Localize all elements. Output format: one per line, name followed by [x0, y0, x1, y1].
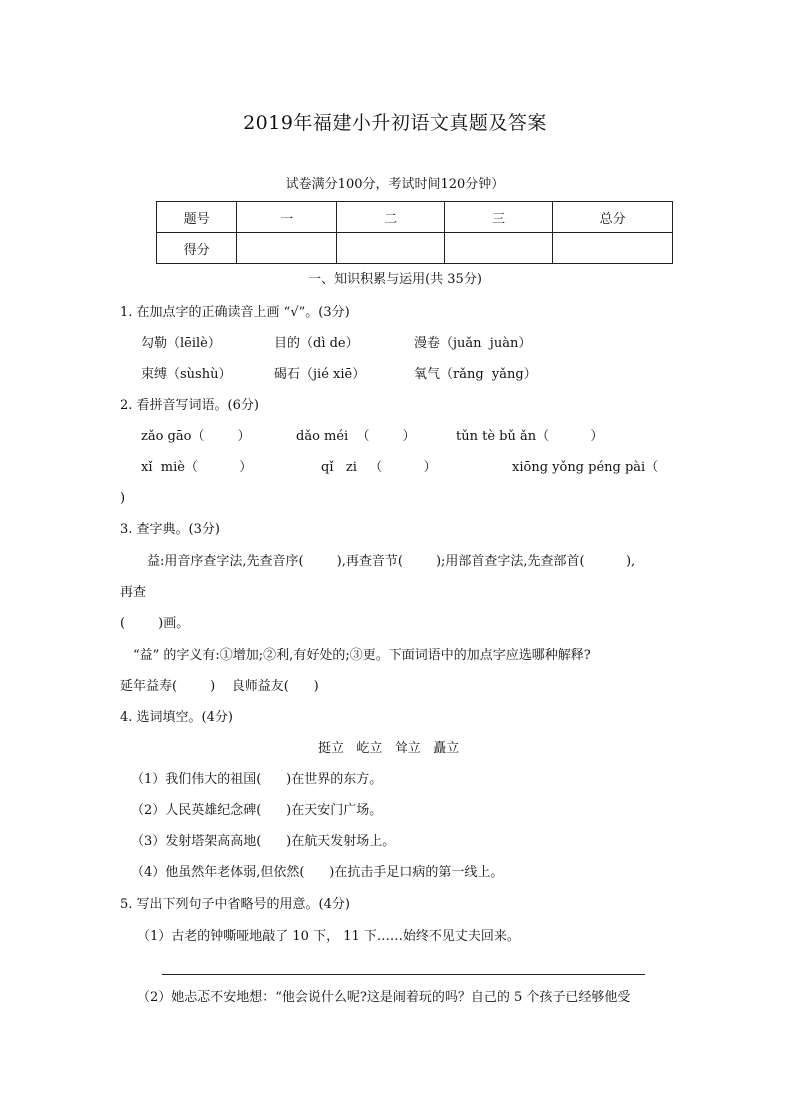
q1-option: 束缚（sùshù） [141, 367, 232, 382]
score-input-cell[interactable] [445, 233, 553, 264]
score-table-cell: 一 [237, 202, 337, 233]
score-row-label: 得分 [157, 233, 237, 264]
q4-title: 4. 选词填空。(4分) [120, 710, 233, 725]
q4-item: （4）他虽然年老体弱,但依然( )在抗击手足口病的第一线上。 [131, 865, 504, 880]
q2-item: qǐ zi （ ） [321, 460, 437, 475]
section1-title: 一、知识积累与运用(共 35分) [308, 272, 482, 287]
document-title: 2019年福建小升初语文真题及答案 [243, 112, 547, 134]
q5-item: （2）她忐忑不安地想：“他会说什么呢?这是闹着玩的吗？自己的 5 个孩子已经够他受 [137, 990, 631, 1005]
q2-item: ) [120, 491, 126, 506]
score-input-cell[interactable] [237, 233, 337, 264]
q5-item: （1）古老的钟嘶哑地敲了 10 下， 11 下……始终不见丈夫回来。 [137, 929, 520, 944]
q1-option: 氧气（rǎng yǎng） [414, 367, 537, 382]
q1-option: 碣石（jié xiē） [274, 367, 366, 382]
q4-word-bank: 挺立 屹立 耸立 矗立 [318, 741, 460, 756]
q1-title: 1. 在加点字的正确读音上画 “√”。(3分) [120, 305, 350, 320]
q4-item: （3）发射塔架高高地( )在航天发射场上。 [131, 834, 396, 849]
score-table-cell: 三 [445, 202, 553, 233]
q2-item: xiōng yǒng péng pài（ [512, 460, 659, 475]
q3-text: 延年益寿( ) 良师益友( ) [120, 679, 319, 694]
q1-option: 漫卷（juǎn juàn） [414, 336, 532, 351]
score-table-cell: 二 [337, 202, 445, 233]
q1-option: 勾勒（lēilè） [141, 336, 221, 351]
q2-item: tǔn tè bǔ ǎn（ ） [456, 429, 604, 444]
q4-item: （1）我们伟大的祖国( )在世界的东方。 [131, 772, 383, 787]
q2-item: zǎo gāo（ ） [141, 429, 251, 444]
exam-info: 试卷满分100分，考试时间120分钟） [285, 177, 505, 192]
q3-text: 再查 [120, 585, 147, 600]
q2-title: 2. 看拼音写词语。(6分) [120, 398, 259, 413]
score-table-score-row [157, 233, 673, 264]
answer-line[interactable] [162, 974, 645, 975]
q3-text: 益:用音序查字法,先查音序( ),再查音节( );用部首查字法,先查部首( ), [147, 554, 636, 569]
q5-title: 5. 写出下列句子中省略号的用意。(4分) [120, 897, 350, 912]
score-input-cell[interactable] [337, 233, 445, 264]
q4-item: （2）人民英雄纪念碑( )在天安门广场。 [131, 803, 383, 818]
score-input-cell[interactable] [553, 233, 673, 264]
q2-item: xǐ miè（ ） [141, 460, 253, 475]
q2-item: dǎo méi （ ） [296, 429, 416, 444]
q3-text: “益” 的字义有:①增加;②利,有好处的;③更。下面词语中的加点字应选哪种解释? [133, 648, 591, 663]
q1-option: 目的（dì de） [274, 336, 359, 351]
q3-title: 3. 查字典。(3分) [120, 522, 220, 537]
score-table-header-row [157, 202, 673, 233]
q3-text: ( )画。 [120, 616, 190, 631]
score-table [156, 201, 673, 264]
score-table-cell: 总分 [553, 202, 673, 233]
score-table-cell: 题号 [157, 202, 237, 233]
